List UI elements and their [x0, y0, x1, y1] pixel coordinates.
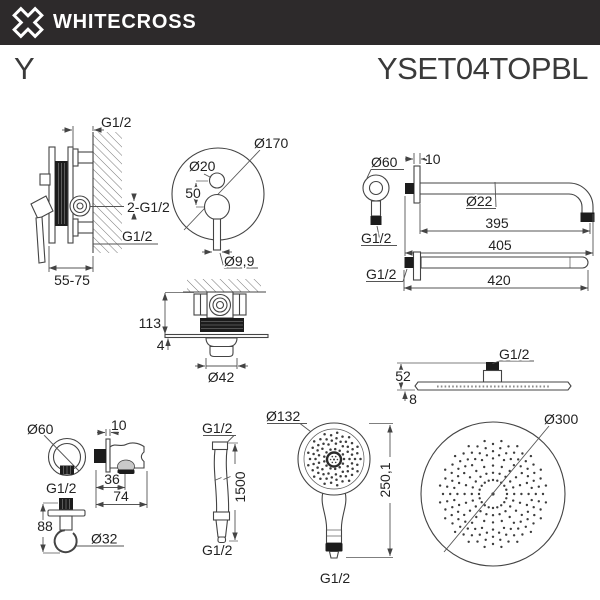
- dim-arm-wall-plate: 10: [425, 151, 441, 167]
- shower-arm-drawing: [361, 151, 595, 291]
- dim-overhead-thread: G1/2: [499, 346, 530, 362]
- holder-hook: [55, 530, 77, 552]
- dim-thread-pair: 2-G1/2: [127, 199, 170, 215]
- dim-lever-dia: Ø9,9: [224, 253, 255, 269]
- dim-hand-shower-length: 250,1: [377, 462, 393, 498]
- overhead-side-drawing: [395, 346, 571, 407]
- dim-arm-thread-flange: G1/2: [361, 230, 392, 246]
- dim-hose-thread-top: G1/2: [202, 420, 233, 436]
- overhead-front-drawing: [421, 411, 578, 566]
- dim-arm-thread-wall: G1/2: [366, 266, 397, 282]
- dim-arm-length-overall: 405: [488, 237, 512, 253]
- dim-holder-offset: 36: [104, 471, 120, 487]
- dim-diverter-dia: Ø20: [189, 158, 216, 174]
- mixer-front-drawing: [172, 135, 288, 269]
- wall-hatch: [187, 279, 261, 292]
- dim-center-distance: 50: [185, 185, 201, 201]
- dim-holder-depth: 74: [113, 488, 129, 504]
- dim-hose-thread-bottom: G1/2: [202, 542, 233, 558]
- wall-outlet-drawing: [27, 417, 147, 553]
- hand-shower-drawing: [266, 408, 393, 586]
- mixer-section-drawing: [139, 279, 268, 385]
- mixer-side-drawing: [31, 114, 170, 288]
- dim-arm-flange-dia: Ø60: [371, 154, 398, 170]
- dim-thread-bottom: G1/2: [122, 228, 153, 244]
- dim-hose-length: 1500: [232, 471, 248, 503]
- brand-name: WHITECROSS: [53, 11, 197, 33]
- model-number: YSET04TOPBL: [376, 51, 588, 86]
- series-title: Y: [14, 51, 35, 86]
- dim-arm-length-tube: 395: [485, 215, 509, 231]
- dim-outlet-flange-dia: Ø60: [27, 421, 54, 437]
- dim-hook-dia: Ø32: [91, 530, 118, 547]
- dim-outlet-wall-plate: 10: [111, 417, 127, 433]
- dim-plate-thickness: 4: [156, 337, 165, 353]
- dim-arm-length-straight: 420: [487, 272, 511, 288]
- dim-outlet-height: 88: [37, 518, 53, 534]
- dim-thread-top: G1/2: [101, 114, 132, 130]
- dim-disc-thickness: 8: [409, 391, 417, 407]
- dim-overhead-dia: Ø300: [544, 411, 579, 427]
- dim-plate-dia: Ø170: [254, 135, 289, 151]
- dim-hand-shower-thread: G1/2: [319, 570, 351, 586]
- hose-drawing: [202, 420, 248, 558]
- dim-mount-depth: 55-75: [54, 272, 90, 288]
- dim-outlet-thread: G1/2: [46, 480, 77, 496]
- dim-body-depth: 113: [138, 315, 161, 331]
- dim-knob-dia: Ø42: [207, 369, 235, 385]
- wall-hatch: [93, 132, 122, 253]
- dim-overhead-height: 52: [395, 368, 411, 384]
- dim-head-dia: Ø132: [266, 408, 301, 424]
- dim-arm-tube-dia: Ø22: [466, 193, 493, 209]
